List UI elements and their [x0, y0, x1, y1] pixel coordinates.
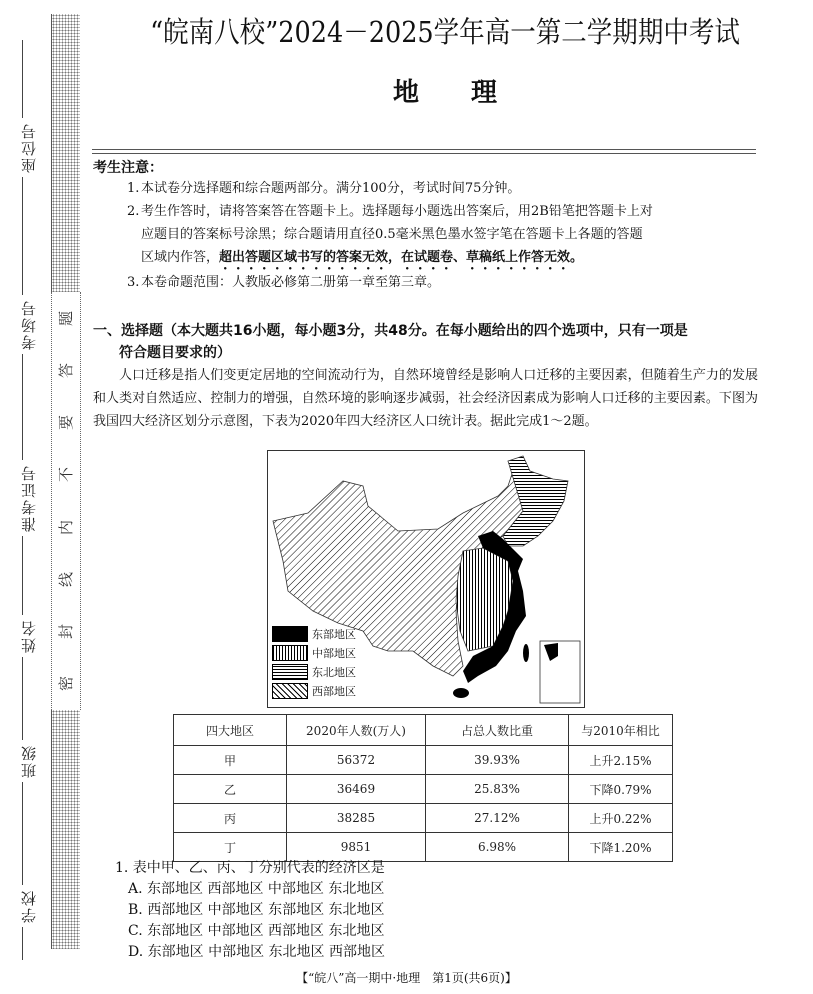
- notice-item-1: 1. 本试卷分选择题和综合题两部分。满分100分，考试时间75分钟。: [127, 181, 521, 196]
- option-a: A. 东部地区 西部地区 中部地区 东北地区: [128, 881, 385, 897]
- table-header-row: 四大地区 2020年人数(万人) 占总人数比重 与2010年相比: [174, 715, 673, 746]
- table-row: 甲 56372 39.93% 上升2.15%: [174, 746, 673, 775]
- name-field[interactable]: 姓名: [14, 615, 42, 657]
- question-stem: 1. 表中甲、乙、丙、丁分别代表的经济区是: [115, 860, 385, 876]
- class-field[interactable]: 班级: [14, 740, 42, 782]
- taiwan-island: [523, 644, 529, 662]
- emphasized-warning: 超出答题区域书写的答案无效，在试题卷、草稿纸上作答无效。: [219, 250, 584, 265]
- west-swatch: [272, 683, 308, 699]
- subject-title: 地理: [392, 78, 549, 108]
- notice-heading: 考生注意：: [93, 160, 163, 176]
- page-footer: 【“皖八”高一期中·地理 第1页(共6页)】: [296, 971, 517, 985]
- legend-northeast: 东北地区: [272, 663, 356, 681]
- notice-item-3: 3. 本卷命题范围：人教版必修第二册第一章至第三章。: [127, 275, 441, 290]
- table-row: 丁 9851 6.98% 下降1.20%: [174, 833, 673, 862]
- passage: 人口迁移是指人们变更定居地的空间流动行为，自然环境曾经是影响人口迁移的主要因素，但随着生产力的发展和人类对自然适应、控制力的增强，自然环境的影响逐步减弱，社会经济因素成为影响人口迁移的主要因素。下图为我国四大经济区划分示意图，下表为2020年四大经济区人口统计表。据此完成1～2题。: [93, 368, 758, 429]
- question-1: [115, 858, 385, 963]
- northeast-swatch: [272, 664, 308, 680]
- option-c: C. 东部地区 中部地区 西部地区 东北地区: [128, 923, 385, 939]
- legend-central: 中部地区: [272, 644, 356, 662]
- table-row: 乙 36469 25.83% 下降0.79%: [174, 775, 673, 804]
- section-heading: 一、选择题（本大题共16小题，每小题3分，共48分。在每小题给出的四个选项中，只有一项是 符合题目要求的）: [93, 323, 688, 361]
- option-b: B. 西部地区 中部地区 东部地区 东北地区: [128, 902, 385, 918]
- east-swatch: [272, 626, 308, 642]
- admission-number-field[interactable]: 准考证号: [14, 460, 42, 536]
- seat-number-field[interactable]: 座位号: [14, 118, 42, 177]
- hainan-island: [453, 688, 469, 698]
- central-swatch: [272, 645, 308, 661]
- option-d: D. 东部地区 中部地区 东北地区 西部地区: [128, 944, 385, 960]
- school-field[interactable]: 学校: [14, 885, 42, 927]
- seal-line-notice: 题 答 要 不 内 线 封 密: [51, 292, 81, 710]
- table-row: 丙 38285 27.12% 上升0.22%: [174, 804, 673, 833]
- exam-title: “皖南八校”2024－2025学年高一第二学期期中考试: [150, 15, 740, 49]
- header-divider: [92, 149, 756, 154]
- exam-room-field[interactable]: 考场号: [14, 295, 42, 354]
- map-legend: [272, 625, 356, 701]
- china-economic-regions-map: [267, 450, 585, 708]
- legend-east: 东部地区: [272, 625, 356, 643]
- notice-item-2: 2. 考生作答时，请将答案答在答题卡上。选择题每小题选出答案后，用2B铅笔把答题卡上对 应题目的答案标号涂黑；综合题请用直径0.5毫米黑色墨水签字笔在答题卡上各题的答题 区域内作答，超出答题区域书写的答案无效，在试题卷、草稿纸上作答无效。: [127, 204, 653, 265]
- legend-west: 西部地区: [272, 682, 356, 700]
- population-table: [173, 714, 673, 862]
